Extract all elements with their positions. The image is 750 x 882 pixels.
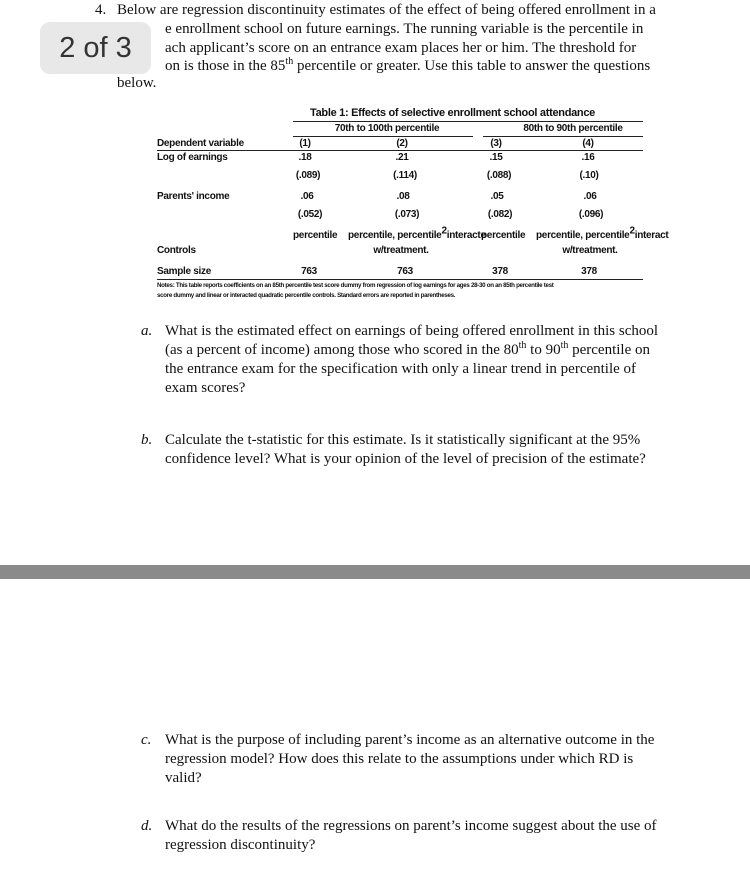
group-header-2: 80th to 90th percentile <box>523 123 623 134</box>
se-earnings-4: (.10) <box>579 170 599 181</box>
table-notes-line-2: score dummy and linear or interacted quadratic percentile controls. Standard errors are reported in parentheses. <box>157 292 456 299</box>
sample-size-1: 763 <box>301 266 317 277</box>
group-header-1: 70th to 100th percentile <box>334 123 440 134</box>
col-4-number: (4) <box>582 138 594 149</box>
top-rule <box>293 121 643 122</box>
intro-line-4: on is those in the 85th percentile or greater. Use this table to answer the questions <box>165 56 651 74</box>
coef-parents-4: .06 <box>583 191 597 202</box>
controls-col-1: percentile <box>293 230 338 241</box>
question-a-text: What is the estimated effect on earnings of being offered enrollment in this school (as a percent of income) among those who scored in the 80th to 90th percentile on the entrance exam for the specification with only a linear trend in percentile of exam scores? <box>165 323 659 396</box>
question-c-text: What is the purpose of including parent’s income as an alternative outcome in the regression model? How does this relate to the assumptions under which RD is valid? <box>165 732 655 786</box>
sample-size-3: 378 <box>492 266 508 277</box>
intro-line-3: ach applicant’s score on an entrance exam places her or him. The threshold for <box>165 40 637 56</box>
controls-col-2-line2: w/treatment. <box>373 245 429 256</box>
page-indicator-badge: 2 of 3 <box>40 22 151 74</box>
sample-size-4: 378 <box>581 266 597 277</box>
sample-size-2: 763 <box>397 266 413 277</box>
question-b-label: b. <box>141 432 153 448</box>
col-2-number: (2) <box>396 138 408 149</box>
group-rule-1 <box>293 136 473 137</box>
se-earnings-3: (.088) <box>486 170 512 181</box>
intro-line-1: Below are regression discontinuity estimates of the effect of being offered enrollment in a <box>117 2 656 18</box>
table-title: Table 1: Effects of selective enrollment school attendance <box>310 107 595 119</box>
question-d-text: What do the results of the regressions on parent’s income suggest about the use of regression discontinuity? <box>165 818 657 853</box>
bottom-rule <box>157 279 643 280</box>
col-3-number: (3) <box>490 138 502 149</box>
question-number: 4. <box>95 2 107 18</box>
page-divider <box>0 565 750 579</box>
table-notes-line-1: Notes: This table reports coefficients on an 85th percentile test score dummy from regression of log earnings for ages 28-30 on an 85th percentile test <box>157 282 554 289</box>
coef-parents-1: .06 <box>300 191 314 202</box>
coef-earnings-3: .15 <box>489 152 503 163</box>
controls-col-4: percentile, percentile$^2$interact <box>536 225 669 241</box>
question-d-label: d. <box>141 818 153 834</box>
controls-col-2: percentile, percentile$^2$interacte <box>348 225 486 241</box>
question-c-label: c. <box>141 732 152 748</box>
se-earnings-2: (.114) <box>393 170 417 181</box>
coef-earnings-1: .18 <box>298 152 312 163</box>
intro-line-5: below. <box>117 75 157 91</box>
dep-var-header: Dependent variable <box>157 138 244 149</box>
sample-size-label: Sample size <box>157 266 211 277</box>
coef-parents-2: .08 <box>396 191 410 202</box>
se-earnings-1: (.089) <box>295 170 321 181</box>
coef-earnings-2: .21 <box>395 152 409 163</box>
question-a-label: a. <box>141 323 153 339</box>
se-parents-4: (.096) <box>578 209 604 220</box>
row-label-earnings: Log of earnings <box>157 152 228 163</box>
question-b-text: Calculate the t-statistic for this estimate. Is it statistically significant at the 95% confidence level? What is your opinion of the level of precision of the estimate? <box>165 432 646 467</box>
se-parents-1: (.052) <box>297 209 323 220</box>
coef-earnings-4: .16 <box>581 152 595 163</box>
col-1-number: (1) <box>299 138 311 149</box>
coef-parents-3: .05 <box>490 191 504 202</box>
controls-label: Controls <box>157 245 196 256</box>
se-parents-3: (.082) <box>487 209 513 220</box>
intro-line-2: e enrollment school on future earnings. The running variable is the percentile in <box>165 21 644 37</box>
controls-col-3: percentile <box>481 230 526 241</box>
row-label-parents-income: Parents' income <box>157 191 230 202</box>
group-rule-2 <box>483 136 643 137</box>
header-rule <box>157 150 643 151</box>
controls-col-4-line2: w/treatment. <box>562 245 618 256</box>
se-parents-2: (.073) <box>394 209 420 220</box>
